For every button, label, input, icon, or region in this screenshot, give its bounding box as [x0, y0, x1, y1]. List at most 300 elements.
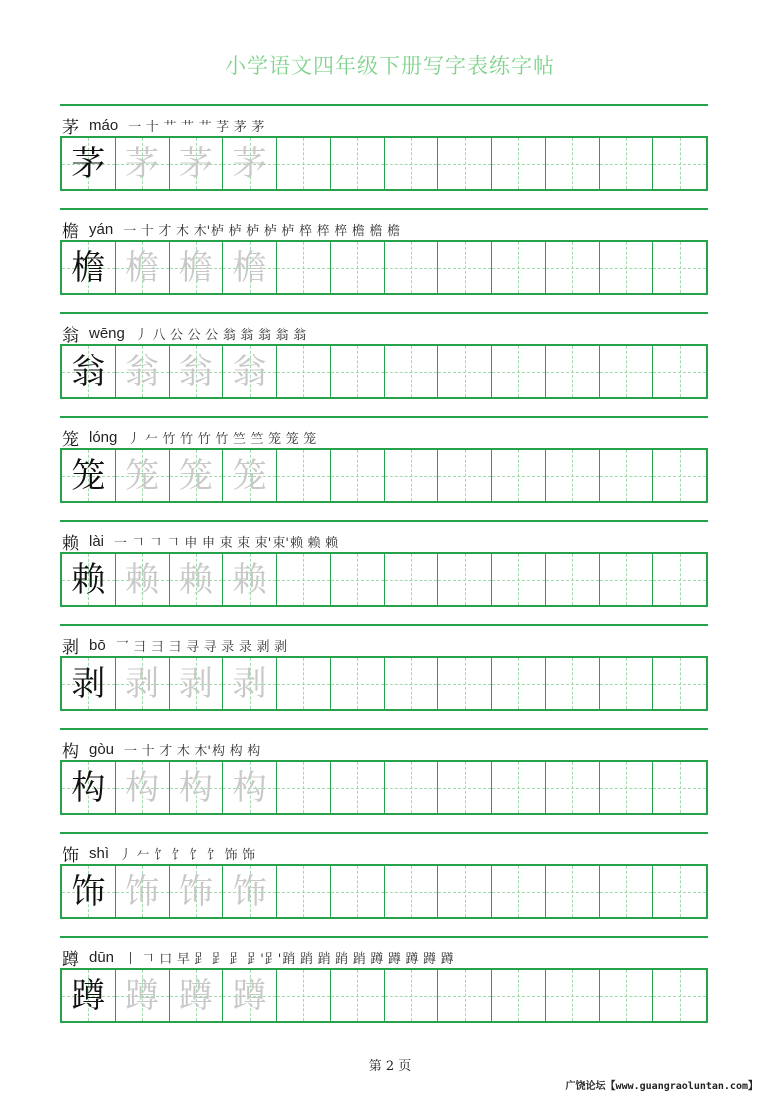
stroke-step: 公: [187, 327, 201, 343]
blank-cell[interactable]: [277, 138, 331, 189]
trace-character: 蹲: [232, 975, 267, 1016]
tian-grid: [60, 760, 708, 815]
blank-cell[interactable]: [492, 450, 546, 501]
stroke-order: [128, 116, 269, 135]
stroke-step: 丿: [119, 847, 133, 863]
stroke-step: 构: [247, 743, 261, 759]
stroke-step: 饰: [224, 847, 238, 863]
trace-cell: [170, 138, 224, 189]
stroke-step: 赖: [307, 535, 321, 551]
stroke-step: 寻: [203, 639, 217, 655]
stroke-step: 踃: [282, 951, 296, 967]
blank-cell[interactable]: [438, 450, 492, 501]
stroke-step: 录: [238, 639, 252, 655]
blank-cell[interactable]: [438, 658, 492, 709]
trace-character: 赖: [125, 559, 160, 600]
stroke-step: 录: [221, 639, 235, 655]
trace-cell: [170, 450, 224, 501]
row-divider: [60, 104, 708, 106]
model-cell[interactable]: [62, 762, 116, 813]
blank-cell[interactable]: [653, 762, 706, 813]
stroke-step: 彐: [168, 639, 182, 655]
model-character: 茅: [71, 143, 106, 184]
stroke-step: 彐: [150, 639, 164, 655]
blank-cell[interactable]: [277, 658, 331, 709]
stroke-step: 翁: [275, 327, 289, 343]
stroke-step: 木: [175, 223, 189, 239]
row-divider: [60, 312, 708, 314]
stroke-step: 饣: [189, 847, 203, 863]
blank-cell[interactable]: [385, 658, 439, 709]
blank-cell[interactable]: [546, 138, 600, 189]
trace-cell: [223, 138, 277, 189]
trace-cell: [116, 450, 170, 501]
blank-cell[interactable]: [546, 866, 600, 917]
tian-grid: [60, 448, 708, 503]
trace-character: 茅: [178, 143, 213, 184]
stroke-step: 檐: [387, 223, 401, 239]
trace-cell: [116, 554, 170, 605]
stroke-order: [124, 740, 265, 759]
blank-cell[interactable]: [385, 138, 439, 189]
trace-cell: [116, 866, 170, 917]
trace-character: 檐: [178, 247, 213, 288]
stroke-step: 饰: [242, 847, 256, 863]
model-character: 蹲: [71, 975, 106, 1016]
model-cell[interactable]: [62, 346, 116, 397]
trace-cell: [116, 138, 170, 189]
blank-cell[interactable]: [600, 242, 654, 293]
trace-character: 赖: [178, 559, 213, 600]
blank-cell[interactable]: [438, 138, 492, 189]
blank-cell[interactable]: [492, 658, 546, 709]
stroke-step: 竹: [197, 431, 211, 447]
model-cell[interactable]: [62, 866, 116, 917]
stroke-step: 竹: [180, 431, 194, 447]
blank-cell[interactable]: [331, 138, 385, 189]
blank-cell[interactable]: [653, 866, 706, 917]
character-label: 构: [62, 741, 79, 762]
footer-source: 广饶论坛【www.guangraoluntan.com】: [565, 1081, 758, 1092]
trace-character: 构: [125, 767, 160, 808]
trace-cell: [223, 450, 277, 501]
row-divider: [60, 624, 708, 626]
row-header: [62, 841, 260, 865]
stroke-step: 十: [140, 223, 154, 239]
stroke-step: 栌: [246, 223, 260, 239]
trace-character: 茅: [125, 143, 160, 184]
blank-cell[interactable]: [331, 450, 385, 501]
blank-cell[interactable]: [331, 346, 385, 397]
stroke-step: 翁: [240, 327, 254, 343]
stroke-step: 丿: [134, 327, 148, 343]
tian-grid: [60, 864, 708, 919]
stroke-step: 公: [205, 327, 219, 343]
blank-cell[interactable]: [385, 242, 439, 293]
trace-cell: [170, 346, 224, 397]
stroke-step: 丿: [127, 431, 141, 447]
trace-cell: [223, 346, 277, 397]
character-label: 茅: [62, 117, 79, 138]
character-label: 蹲: [62, 949, 79, 970]
trace-character: 剥: [178, 663, 213, 704]
trace-character: 饰: [125, 871, 160, 912]
row-header: [62, 425, 321, 449]
blank-cell[interactable]: [331, 866, 385, 917]
trace-character: 蹲: [125, 975, 160, 1016]
trace-character: 蹲: [178, 975, 213, 1016]
stroke-step: 檐: [351, 223, 365, 239]
stroke-step: 翁: [293, 327, 307, 343]
trace-character: 构: [232, 767, 267, 808]
row-header: [62, 321, 311, 345]
stroke-step: 椊: [299, 223, 313, 239]
stroke-step: 饣: [206, 847, 220, 863]
stroke-step: 栌: [281, 223, 295, 239]
stroke-step: 踃: [335, 951, 349, 967]
blank-cell[interactable]: [331, 658, 385, 709]
stroke-step: 艹: [180, 119, 194, 135]
blank-cell[interactable]: [385, 450, 439, 501]
character-label: 笼: [62, 429, 79, 450]
blank-cell[interactable]: [438, 554, 492, 605]
stroke-order: [116, 636, 292, 655]
blank-cell[interactable]: [653, 970, 706, 1021]
stroke-step: 栌: [211, 223, 225, 239]
model-cell[interactable]: [62, 554, 116, 605]
stroke-step: 𠃍: [166, 535, 180, 551]
blank-cell[interactable]: [492, 138, 546, 189]
stroke-step: 𧾷': [247, 951, 264, 967]
model-character: 檐: [71, 247, 106, 288]
trace-cell: [116, 658, 170, 709]
blank-cell[interactable]: [492, 346, 546, 397]
stroke-step: 饣: [171, 847, 185, 863]
stroke-step: 笼: [268, 431, 282, 447]
row-divider: [60, 728, 708, 730]
trace-cell: [170, 242, 224, 293]
blank-cell[interactable]: [492, 762, 546, 813]
trace-cell: [170, 658, 224, 709]
pinyin-label: máo: [89, 116, 119, 134]
blank-cell[interactable]: [653, 138, 706, 189]
blank-cell[interactable]: [438, 866, 492, 917]
stroke-step: 𠂉: [136, 847, 150, 863]
trace-character: 剥: [232, 663, 267, 704]
model-cell[interactable]: [62, 138, 116, 189]
blank-cell[interactable]: [277, 346, 331, 397]
trace-character: 茅: [232, 143, 267, 184]
stroke-step: 束: [237, 535, 251, 551]
trace-cell: [116, 970, 170, 1021]
blank-cell[interactable]: [277, 970, 331, 1021]
blank-cell[interactable]: [546, 658, 600, 709]
stroke-step: 口: [159, 951, 173, 967]
stroke-step: 申: [184, 535, 198, 551]
trace-cell: [223, 554, 277, 605]
stroke-step: 早: [176, 951, 190, 967]
tian-grid: [60, 136, 708, 191]
trace-cell: [116, 242, 170, 293]
stroke-step: 构: [212, 743, 226, 759]
stroke-step: 丨: [124, 951, 138, 967]
stroke-step: 栌: [263, 223, 277, 239]
stroke-step: 竹: [162, 431, 176, 447]
blank-cell[interactable]: [546, 242, 600, 293]
blank-cell[interactable]: [600, 554, 654, 605]
stroke-step: 才: [159, 743, 173, 759]
model-character: 赖: [71, 559, 106, 600]
blank-cell[interactable]: [277, 554, 331, 605]
stroke-step: 一: [124, 743, 138, 759]
tian-grid: [60, 968, 708, 1023]
blank-cell[interactable]: [546, 346, 600, 397]
row-header: [62, 633, 292, 657]
stroke-step: 踃: [317, 951, 331, 967]
stroke-step: 构: [229, 743, 243, 759]
blank-cell[interactable]: [277, 242, 331, 293]
tian-grid: [60, 344, 708, 399]
row-header: [62, 529, 343, 553]
stroke-step: 蹲: [405, 951, 419, 967]
character-label: 饰: [62, 845, 79, 866]
blank-cell[interactable]: [492, 554, 546, 605]
blank-cell[interactable]: [492, 970, 546, 1021]
blank-cell[interactable]: [600, 762, 654, 813]
stroke-order: [119, 844, 260, 863]
pinyin-label: gòu: [89, 740, 115, 758]
row-divider: [60, 208, 708, 210]
blank-cell[interactable]: [277, 866, 331, 917]
trace-cell: [223, 866, 277, 917]
stroke-step: 竹: [215, 431, 229, 447]
model-character: 笼: [71, 455, 106, 496]
stroke-step: 木': [194, 743, 211, 759]
stroke-step: 笼: [285, 431, 299, 447]
tian-grid: [60, 552, 708, 607]
stroke-step: 𧾷: [194, 951, 208, 967]
trace-cell: [170, 554, 224, 605]
row-divider: [60, 832, 708, 834]
stroke-step: 𧾷': [264, 951, 282, 967]
blank-cell[interactable]: [331, 242, 385, 293]
trace-cell: [170, 866, 224, 917]
blank-cell[interactable]: [438, 970, 492, 1021]
trace-cell: [170, 762, 224, 813]
stroke-step: 一: [128, 119, 142, 135]
blank-cell[interactable]: [492, 866, 546, 917]
stroke-step: 才: [158, 223, 172, 239]
blank-cell[interactable]: [385, 866, 439, 917]
blank-cell[interactable]: [438, 762, 492, 813]
character-label: 翁: [62, 325, 79, 346]
trace-character: 笼: [232, 455, 267, 496]
blank-cell[interactable]: [438, 242, 492, 293]
blank-cell[interactable]: [546, 554, 600, 605]
trace-cell: [223, 762, 277, 813]
trace-character: 剥: [125, 663, 160, 704]
model-character: 翁: [71, 351, 106, 392]
stroke-step: 𠃍: [131, 535, 145, 551]
blank-cell[interactable]: [277, 762, 331, 813]
blank-cell[interactable]: [653, 554, 706, 605]
trace-cell: [223, 658, 277, 709]
stroke-step: 茅: [233, 119, 247, 135]
stroke-step: 一: [114, 535, 128, 551]
pinyin-label: dūn: [89, 948, 115, 966]
blank-cell[interactable]: [600, 866, 654, 917]
stroke-step: 𠃍: [141, 951, 155, 967]
trace-cell: [223, 242, 277, 293]
blank-cell[interactable]: [385, 554, 439, 605]
blank-cell[interactable]: [331, 970, 385, 1021]
model-character: 饰: [71, 871, 106, 912]
stroke-step: 十: [145, 119, 159, 135]
trace-character: 笼: [125, 455, 160, 496]
trace-character: 赖: [232, 559, 267, 600]
stroke-order: [123, 220, 405, 239]
pinyin-label: shì: [89, 844, 110, 862]
character-label: 赖: [62, 533, 79, 554]
stroke-step: 一: [123, 223, 137, 239]
stroke-step: 竺: [250, 431, 264, 447]
stroke-step: 申: [201, 535, 215, 551]
character-label: 檐: [62, 221, 79, 242]
trace-character: 饰: [178, 871, 213, 912]
row-divider: [60, 520, 708, 522]
model-cell[interactable]: [62, 970, 116, 1021]
pinyin-label: lài: [89, 532, 105, 550]
stroke-step: 赖: [289, 535, 303, 551]
stroke-step: 𧾷: [212, 951, 226, 967]
stroke-step: 椊: [334, 223, 348, 239]
stroke-step: 八: [152, 327, 166, 343]
blank-cell[interactable]: [600, 346, 654, 397]
tian-grid: [60, 656, 708, 711]
character-label: 剥: [62, 637, 79, 658]
blank-cell[interactable]: [331, 554, 385, 605]
stroke-step: 木': [193, 223, 211, 239]
stroke-step: 𠂉: [144, 431, 158, 447]
blank-cell[interactable]: [385, 970, 439, 1021]
blank-cell[interactable]: [600, 450, 654, 501]
row-header: [62, 737, 265, 761]
stroke-step: 竺: [232, 431, 246, 447]
blank-cell[interactable]: [438, 346, 492, 397]
stroke-step: 寻: [186, 639, 200, 655]
trace-cell: [223, 970, 277, 1021]
stroke-step: 艹: [163, 119, 177, 135]
stroke-step: 蹲: [387, 951, 401, 967]
stroke-order: [124, 948, 458, 967]
trace-character: 翁: [178, 351, 213, 392]
blank-cell[interactable]: [600, 970, 654, 1021]
pinyin-label: lóng: [89, 428, 118, 446]
stroke-step: 翁: [222, 327, 236, 343]
stroke-step: 木: [176, 743, 190, 759]
row-header: [62, 945, 458, 969]
blank-cell[interactable]: [653, 242, 706, 293]
stroke-step: 束': [254, 535, 272, 551]
stroke-order: [114, 532, 343, 551]
page-title: 小学语文四年级下册写字表练字帖: [225, 54, 555, 78]
stroke-step: 饣: [154, 847, 168, 863]
model-cell[interactable]: [62, 242, 116, 293]
blank-cell[interactable]: [492, 242, 546, 293]
stroke-order: [127, 428, 321, 447]
stroke-step: 蹲: [370, 951, 384, 967]
trace-cell: [170, 970, 224, 1021]
page-number: 第 2 页: [368, 1059, 412, 1074]
trace-character: 檐: [125, 247, 160, 288]
trace-character: 饰: [232, 871, 267, 912]
blank-cell[interactable]: [546, 762, 600, 813]
stroke-step: 椊: [316, 223, 330, 239]
pinyin-label: bō: [89, 636, 106, 654]
stroke-step: 十: [141, 743, 155, 759]
stroke-step: 栌: [228, 223, 242, 239]
blank-cell[interactable]: [653, 450, 706, 501]
trace-character: 翁: [232, 351, 267, 392]
stroke-step: 𧾷: [229, 951, 243, 967]
trace-cell: [116, 762, 170, 813]
model-cell[interactable]: [62, 658, 116, 709]
blank-cell[interactable]: [653, 658, 706, 709]
stroke-step: 踃: [352, 951, 366, 967]
blank-cell[interactable]: [277, 450, 331, 501]
pinyin-label: wēng: [89, 324, 125, 342]
stroke-step: 剥: [256, 639, 270, 655]
stroke-step: 乛: [115, 639, 129, 655]
stroke-step: 束': [272, 535, 289, 551]
blank-cell[interactable]: [600, 658, 654, 709]
blank-cell[interactable]: [331, 762, 385, 813]
stroke-step: 芓: [216, 119, 230, 135]
trace-character: 笼: [178, 455, 213, 496]
stroke-step: 檐: [369, 223, 383, 239]
stroke-step: 翁: [258, 327, 272, 343]
model-character: 构: [71, 767, 106, 808]
trace-cell: [116, 346, 170, 397]
stroke-order: [135, 324, 311, 343]
stroke-step: 笼: [303, 431, 317, 447]
stroke-step: 蹲: [423, 951, 437, 967]
model-character: 剥: [71, 663, 106, 704]
stroke-step: 踃: [299, 951, 313, 967]
blank-cell[interactable]: [546, 970, 600, 1021]
row-divider: [60, 416, 708, 418]
blank-cell[interactable]: [385, 762, 439, 813]
trace-character: 檐: [232, 247, 267, 288]
stroke-step: 茅: [251, 119, 265, 135]
blank-cell[interactable]: [600, 138, 654, 189]
stroke-step: 蹲: [440, 951, 454, 967]
trace-character: 构: [178, 767, 213, 808]
blank-cell[interactable]: [653, 346, 706, 397]
pinyin-label: yán: [89, 220, 114, 238]
row-header: [62, 217, 405, 241]
stroke-step: 赖: [325, 535, 339, 551]
trace-character: 翁: [125, 351, 160, 392]
row-divider: [60, 936, 708, 938]
stroke-step: 剥: [274, 639, 288, 655]
blank-cell[interactable]: [385, 346, 439, 397]
blank-cell[interactable]: [546, 450, 600, 501]
row-header: [62, 113, 269, 137]
model-cell[interactable]: [62, 450, 116, 501]
stroke-step: 艹: [198, 119, 212, 135]
tian-grid: [60, 240, 708, 295]
